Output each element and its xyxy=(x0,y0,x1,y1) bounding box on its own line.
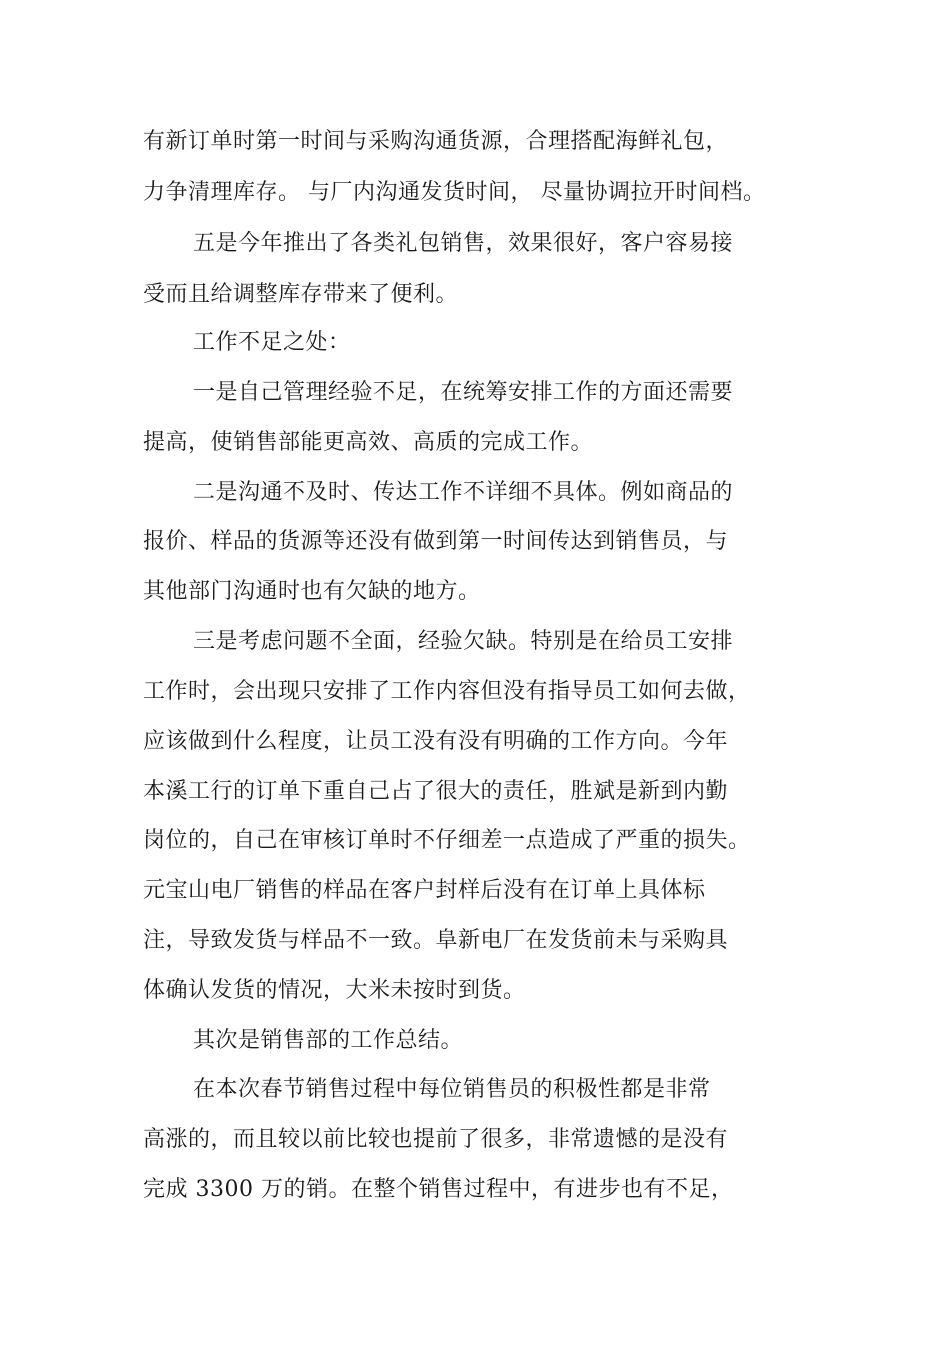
text-line: 岗位的，自己在审核订单时不仔细差一点造成了严重的损失。 xyxy=(143,828,751,853)
text-line: 工作时，会出现只安排了工作内容但没有指导员工如何去做， xyxy=(143,679,751,704)
text-line: 一是自己管理经验不足，在统筹安排工作的方面还需要 xyxy=(193,380,734,405)
text-line: 报价、样品的货源等还没有做到第一时间传达到销售员，与 xyxy=(143,529,729,554)
text-line: 三是考虑问题不全面，经验欠缺。特别是在给员工安排 xyxy=(193,629,734,654)
text-line: 二是沟通不及时、传达工作不详细不具体。例如商品的 xyxy=(193,480,734,505)
text-line: 有新订单时第一时间与采购沟通货源，合理搭配海鲜礼包， xyxy=(143,129,729,154)
text-line: 受而且给调整库存带来了便利。 xyxy=(143,282,459,307)
text-line: 注，导致发货与样品不一致。阜新电厂在发货前未与采购具 xyxy=(143,928,729,953)
text-line: 五是今年推出了各类礼包销售，效果很好，客户容易接 xyxy=(193,231,734,256)
text-line: 力争清理库存。 与厂内沟通发货时间， 尽量协调拉开时间档。 xyxy=(143,180,766,205)
text-line: 高涨的，而且较以前比较也提前了很多，非常遗憾的是没有 xyxy=(143,1127,729,1152)
text-line: 提高，使销售部能更高效、高质的完成工作。 xyxy=(143,430,594,455)
section-heading: 工作不足之处： xyxy=(193,330,351,355)
text-line: 其他部门沟通时也有欠缺的地方。 xyxy=(143,579,481,604)
text-line: 体确认发货的情况，大米未按时到货。 xyxy=(143,978,526,1003)
text-line: 完成 3300 万的销。在整个销售过程中，有进步也有不足， xyxy=(143,1177,734,1202)
text-line: 本溪工行的订单下重自己占了很大的责任，胜斌是新到内勤 xyxy=(143,779,729,804)
section-heading: 其次是销售部的工作总结。 xyxy=(193,1028,464,1053)
text-line: 在本次春节销售过程中每位销售员的积极性都是非常 xyxy=(193,1077,711,1102)
text-line: 应该做到什么程度，让员工没有没有明确的工作方向。今年 xyxy=(143,729,729,754)
text-line: 元宝山电厂销售的样品在客户封样后没有在订单上具体标 xyxy=(143,878,706,903)
